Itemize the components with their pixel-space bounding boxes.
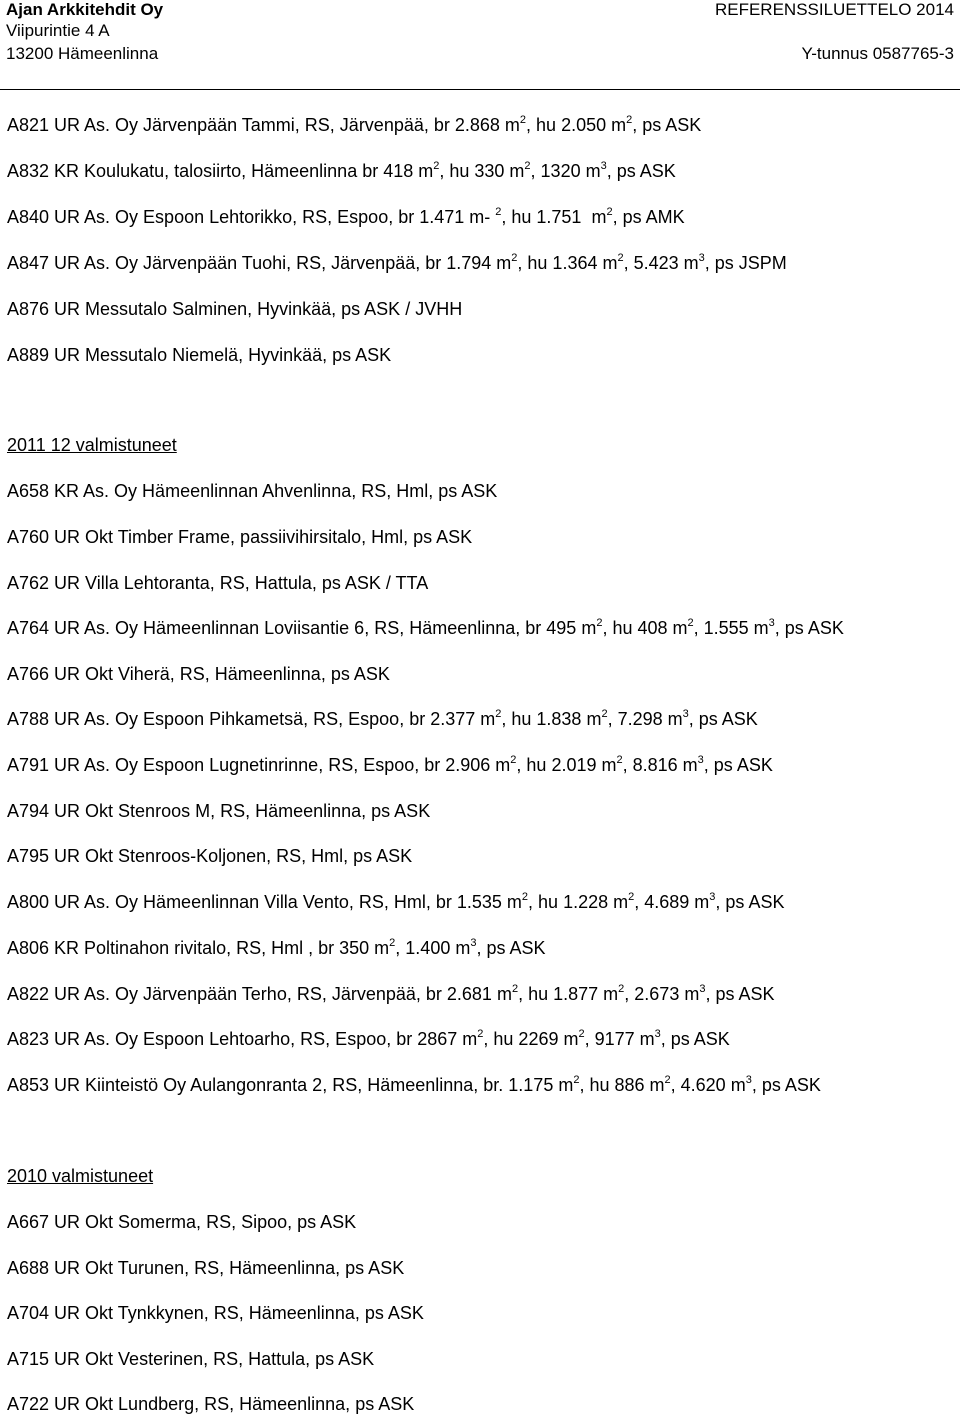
list-item: A715 UR Okt Vesterinen, RS, Hattula, ps ASK <box>7 1349 375 1369</box>
document-title: REFERENSSILUETTELO 2014 <box>714 0 954 19</box>
list-item: A667 UR Okt Somerma, RS, Sipoo, ps ASK <box>7 1212 357 1232</box>
list-item: A688 UR Okt Turunen, RS, Hämeenlinna, ps ASK <box>7 1258 405 1278</box>
company-street: Viipurintie 4 A <box>6 21 110 40</box>
list-item: A658 KR As. Oy Hämeenlinnan Ahvenlinna, RS, Hml, ps ASK <box>7 481 498 501</box>
list-item: A876 UR Messutalo Salminen, Hyvinkää, ps ASK / JVHH <box>7 299 463 319</box>
list-item: A795 UR Okt Stenroos-Koljonen, RS, Hml, ps ASK <box>7 846 413 866</box>
list-item: A800 UR As. Oy Hämeenlinnan Villa Vento, RS, Hml, br 1.535 $m^2$, hu 1.228 $m^2$, 4.689 $m^3$, ps ASK <box>7 891 785 912</box>
company-name: Ajan Arkkitehdit Oy <box>6 0 164 19</box>
list-item: A762 UR Villa Lehtoranta, RS, Hattula, ps ASK / TTA <box>7 573 429 593</box>
list-item: A823 UR As. Oy Espoon Lehtoarho, RS, Espoo, br 2867 $m^2$, hu 2269 $m^2$, 9177 $m^3$, ps ASK <box>7 1028 730 1049</box>
list-item: A806 KR Poltinahon rivitalo, RS, Hml , br 350 $m^2$, 1.400 $m^3$, ps ASK <box>7 937 546 958</box>
business-id: Y-tunnus 0587765-3 <box>801 44 954 63</box>
section-heading-2010: 2010 valmistuneet <box>7 1166 154 1186</box>
page-header <box>0 0 960 90</box>
list-item: A722 UR Okt Lundberg, RS, Hämeenlinna, ps ASK <box>7 1394 415 1414</box>
list-item: A794 UR Okt Stenroos M, RS, Hämeenlinna, ps ASK <box>7 801 431 821</box>
list-item: A889 UR Messutalo Niemelä, Hyvinkää, ps ASK <box>7 345 392 365</box>
list-item: A788 UR As. Oy Espoon Pihkametsä, RS, Espoo, br 2.377 $m^2$, hu 1.838 $m^2$, 7.298 $m^3$, ps ASK <box>7 708 758 729</box>
list-item: A766 UR Okt Viherä, RS, Hämeenlinna, ps ASK <box>7 664 390 684</box>
list-item: A760 UR Okt Timber Frame, passiivihirsitalo, Hml, ps ASK <box>7 527 473 547</box>
list-item: A847 UR As. Oy Järvenpään Tuohi, RS, Järvenpää, br 1.794 $m^2$, hu 1.364 $m^2$, 5.423 $m^3$, ps JSPM <box>7 252 787 273</box>
section-heading-2011-12: 2011 12 valmistuneet <box>7 435 177 455</box>
list-item: A822 UR As. Oy Järvenpään Terho, RS, Järvenpää, br 2.681 $m^2$, hu 1.877 $m^2$, 2.673 $m^3$, ps ASK <box>7 983 775 1004</box>
list-item: A764 UR As. Oy Hämeenlinnan Loviisantie 6, RS, Hämeenlinna, br 495 $m^2$, hu 408 $m^2$, 1.555 $m^3$, ps ASK <box>7 617 844 638</box>
list-item: A821 UR As. Oy Järvenpään Tammi, RS, Järvenpää, br 2.868 $m^2$, hu 2.050 $m^2$, ps ASK <box>7 114 702 135</box>
list-item: A704 UR Okt Tynkkynen, RS, Hämeenlinna, ps ASK <box>7 1303 424 1323</box>
list-item: A853 UR Kiinteistö Oy Aulangonranta 2, RS, Hämeenlinna, br. 1.175 $m^2$, hu 886 $m^2$, 4.620 $m^3$, ps ASK <box>7 1074 821 1095</box>
list-item: A832 KR Koulukatu, talosiirto, Hämeenlinna br 418 $m^2$, hu 330 $m^2$, 1320 $m^3$, ps ASK <box>7 160 676 181</box>
list-item: A840 UR As. Oy Espoon Lehtorikko, RS, Espoo, br 1.471 m- $^2$, hu 1.751 $m^2$, ps AMK <box>7 206 685 227</box>
company-city: 13200 Hämeenlinna <box>6 44 159 63</box>
list-item: A791 UR As. Oy Espoon Lugnetinrinne, RS, Espoo, br 2.906 $m^2$, hu 2.019 $m^2$, 8.816 $m^3$, ps ASK <box>7 754 773 775</box>
